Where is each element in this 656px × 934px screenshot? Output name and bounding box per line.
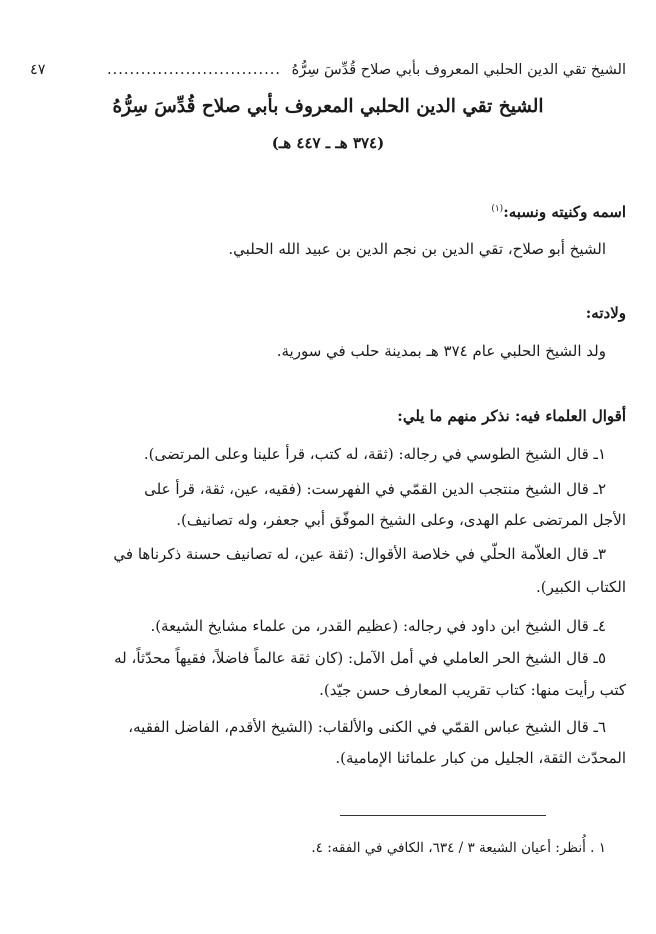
footnote-divider	[340, 815, 546, 816]
name-text: الشيخ أبو صلاح، تقي الدين بن نجم الدين بن عبيد الله الحلبي.	[228, 240, 606, 258]
running-header	[30, 58, 626, 82]
page-subtitle-dates: (٣٧٤ هـ ـ ٤٤٧ هـ)	[271, 134, 385, 152]
scholar-line: ٥ـ قال الشيخ الحر العاملي في أمل الآمل: (كان ثقة عالماً فاضلاً، فقيهاً محدّثاً، له	[114, 649, 606, 667]
running-header-dots: ...............................	[107, 62, 281, 78]
section-heading-birth: ولادته:	[585, 304, 626, 322]
scholar-line: الكتاب الكبير).	[536, 578, 626, 596]
section-heading-name	[491, 196, 626, 225]
footnote-reference: (١)	[491, 204, 504, 214]
footnote: ١ . أُنظر: أعيان الشيعة ٣ / ٦٣٤، الكافي في الفقه: ٤.	[311, 840, 606, 856]
birth-text: ولد الشيخ الحلبي عام ٣٧٤ هـ بمدينة حلب في سورية.	[276, 342, 606, 360]
scholar-line: كتب رأيت منها: كتاب تقريب المعارف حسن جيّد).	[319, 681, 626, 699]
section-heading-name-text: اسمه وكنيته ونسبه:	[503, 203, 626, 221]
scholar-line: الأجل المرتضى علم الهدى، وعلى الشيخ الموفّق أبي جعفر، وله تصانيف).	[176, 511, 626, 529]
running-header-title: الشيخ تقي الدين الحلبي المعروف بأبي صلاح قُدِّسَ سِرُّهُ	[291, 62, 626, 78]
scholar-line: ١ـ قال الشيخ الطوسي في رجاله: (ثقة، له كتب، قرأ علينا وعلى المرتضى).	[143, 445, 606, 463]
scholar-line: ٤ـ قال الشيخ ابن داود في رجاله: (عظيم القدر، من علماء مشايخ الشيعة).	[150, 617, 606, 635]
scholar-line: ٦ـ قال الشيخ عباس القمّي في الكنى والألقاب: (الشيخ الأقدم، الفاضل الفقيه،	[128, 718, 606, 736]
section-heading-scholars: أقوال العلماء فيه: نذكر منهم ما يلي:	[397, 407, 626, 425]
scholar-line: ٢ـ قال الشيخ منتجب الدين القمّي في الفهرست: (فقيه، عين، ثقة، قرأ على	[144, 480, 606, 498]
scholar-line: ٣ـ قال العلاّمة الحلّي في خلاصة الأقوال: (ثقة عين، له تصانيف حسنة ذكرناها في	[113, 545, 606, 563]
page-number: ٤٧	[30, 62, 46, 78]
scholar-line: المحدّث الثقة، الجليل من كبار علمائنا الإمامية).	[335, 749, 626, 767]
page-title: الشيخ تقي الدين الحلبي المعروف بأبي صلاح قُدِّسَ سِرُّهُ	[112, 96, 544, 117]
